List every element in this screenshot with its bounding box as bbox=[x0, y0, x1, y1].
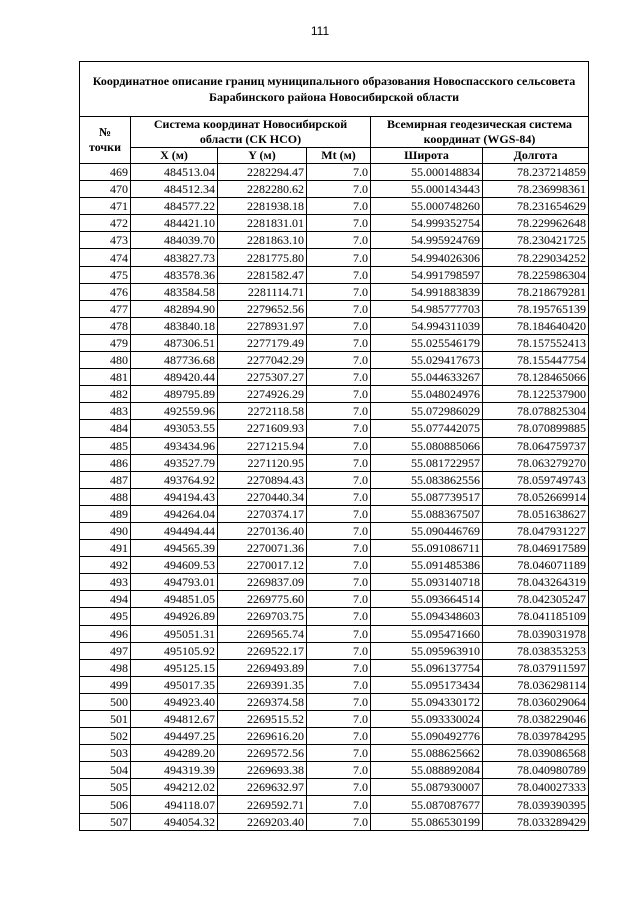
table-row bbox=[80, 762, 589, 779]
table-row bbox=[80, 369, 589, 386]
longitude-cell: 78.184640420 bbox=[483, 317, 589, 334]
longitude-cell: 78.037911597 bbox=[483, 659, 589, 676]
y-cell: 2278931.97 bbox=[218, 317, 307, 334]
point-number-cell: 503 bbox=[80, 745, 131, 762]
mt-cell: 7.0 bbox=[307, 454, 371, 471]
latitude-cell: 54.991883839 bbox=[371, 283, 483, 300]
x-cell: 493434.96 bbox=[131, 437, 218, 454]
y-cell: 2275307.27 bbox=[218, 369, 307, 386]
x-cell: 483827.73 bbox=[131, 249, 218, 266]
point-number-cell: 473 bbox=[80, 232, 131, 249]
point-number-cell: 469 bbox=[80, 164, 131, 181]
point-number-cell: 504 bbox=[80, 762, 131, 779]
mt-cell: 7.0 bbox=[307, 164, 371, 181]
x-cell: 492559.96 bbox=[131, 403, 218, 420]
longitude-cell: 78.063279270 bbox=[483, 454, 589, 471]
table-row bbox=[80, 693, 589, 710]
longitude-cell: 78.038229046 bbox=[483, 711, 589, 728]
mt-cell: 7.0 bbox=[307, 608, 371, 625]
latitude-cell: 55.091086711 bbox=[371, 540, 483, 557]
x-cell: 487306.51 bbox=[131, 334, 218, 351]
longitude-cell: 78.195765139 bbox=[483, 300, 589, 317]
mt-cell: 7.0 bbox=[307, 591, 371, 608]
x-cell: 494054.32 bbox=[131, 813, 218, 830]
table-row bbox=[80, 454, 589, 471]
mt-cell: 7.0 bbox=[307, 266, 371, 283]
table-row bbox=[80, 232, 589, 249]
table-row bbox=[80, 779, 589, 796]
longitude-cell: 78.043264319 bbox=[483, 574, 589, 591]
longitude-cell: 78.039086568 bbox=[483, 745, 589, 762]
y-cell: 2269572.56 bbox=[218, 745, 307, 762]
latitude-cell: 55.000148834 bbox=[371, 164, 483, 181]
table-row bbox=[80, 574, 589, 591]
table-row bbox=[80, 164, 589, 181]
mt-cell: 7.0 bbox=[307, 369, 371, 386]
y-cell: 2281831.01 bbox=[218, 215, 307, 232]
table-row bbox=[80, 625, 589, 642]
mt-cell: 7.0 bbox=[307, 471, 371, 488]
longitude-cell: 78.046071189 bbox=[483, 557, 589, 574]
point-number-cell: 506 bbox=[80, 796, 131, 813]
table-row bbox=[80, 591, 589, 608]
table-body bbox=[80, 164, 589, 831]
y-cell: 2281863.10 bbox=[218, 232, 307, 249]
y-cell: 2281114.71 bbox=[218, 283, 307, 300]
y-cell: 2269616.20 bbox=[218, 728, 307, 745]
mt-cell: 7.0 bbox=[307, 728, 371, 745]
table-row bbox=[80, 317, 589, 334]
longitude-cell: 78.038353253 bbox=[483, 642, 589, 659]
latitude-cell: 55.083862556 bbox=[371, 471, 483, 488]
table-row bbox=[80, 557, 589, 574]
latitude-cell: 55.090492776 bbox=[371, 728, 483, 745]
x-cell: 494194.43 bbox=[131, 488, 218, 505]
longitude-cell: 78.047931227 bbox=[483, 522, 589, 539]
table-row bbox=[80, 659, 589, 676]
x-cell: 484039.70 bbox=[131, 232, 218, 249]
longitude-cell: 78.042305247 bbox=[483, 591, 589, 608]
longitude-cell: 78.039784295 bbox=[483, 728, 589, 745]
x-cell: 494494.44 bbox=[131, 522, 218, 539]
mt-cell: 7.0 bbox=[307, 198, 371, 215]
longitude-cell: 78.229962648 bbox=[483, 215, 589, 232]
table-row bbox=[80, 420, 589, 437]
y-cell: 2269837.09 bbox=[218, 574, 307, 591]
point-number-cell: 489 bbox=[80, 505, 131, 522]
x-cell: 494289.20 bbox=[131, 745, 218, 762]
page-number: 111 bbox=[310, 24, 330, 38]
x-cell: 483840.18 bbox=[131, 317, 218, 334]
mt-cell: 7.0 bbox=[307, 420, 371, 437]
longitude-cell: 78.070899885 bbox=[483, 420, 589, 437]
x-cell: 489420.44 bbox=[131, 369, 218, 386]
y-cell: 2281775.80 bbox=[218, 249, 307, 266]
x-cell: 494264.04 bbox=[131, 505, 218, 522]
point-number-cell: 495 bbox=[80, 608, 131, 625]
x-cell: 484512.34 bbox=[131, 181, 218, 198]
table-row bbox=[80, 198, 589, 215]
latitude-cell: 55.087739517 bbox=[371, 488, 483, 505]
latitude-cell: 55.081722957 bbox=[371, 454, 483, 471]
longitude-cell: 78.059749743 bbox=[483, 471, 589, 488]
x-header: X (м) bbox=[131, 148, 218, 164]
y-cell: 2282294.47 bbox=[218, 164, 307, 181]
x-cell: 494319.39 bbox=[131, 762, 218, 779]
mt-cell: 7.0 bbox=[307, 625, 371, 642]
table-row bbox=[80, 745, 589, 762]
y-cell: 2277179.49 bbox=[218, 334, 307, 351]
point-number-cell: 499 bbox=[80, 676, 131, 693]
mt-cell: 7.0 bbox=[307, 796, 371, 813]
y-cell: 2270440.34 bbox=[218, 488, 307, 505]
longitude-cell: 78.039031978 bbox=[483, 625, 589, 642]
latitude-cell: 55.044633267 bbox=[371, 369, 483, 386]
x-cell: 493527.79 bbox=[131, 454, 218, 471]
table-row bbox=[80, 437, 589, 454]
y-cell: 2269632.97 bbox=[218, 779, 307, 796]
x-cell: 484577.22 bbox=[131, 198, 218, 215]
y-cell: 2269703.75 bbox=[218, 608, 307, 625]
x-cell: 494609.53 bbox=[131, 557, 218, 574]
longitude-cell: 78.040027333 bbox=[483, 779, 589, 796]
latitude-cell: 55.087930007 bbox=[371, 779, 483, 796]
longitude-cell: 78.229034252 bbox=[483, 249, 589, 266]
latitude-cell: 54.995924769 bbox=[371, 232, 483, 249]
latitude-cell: 54.985777703 bbox=[371, 300, 483, 317]
point-number-cell: 505 bbox=[80, 779, 131, 796]
point-number-cell: 482 bbox=[80, 386, 131, 403]
point-number-cell: 491 bbox=[80, 540, 131, 557]
latitude-cell: 55.080885066 bbox=[371, 437, 483, 454]
x-cell: 495051.31 bbox=[131, 625, 218, 642]
mt-cell: 7.0 bbox=[307, 215, 371, 232]
y-cell: 2269391.35 bbox=[218, 676, 307, 693]
longitude-cell: 78.039390395 bbox=[483, 796, 589, 813]
point-number-cell: 494 bbox=[80, 591, 131, 608]
x-cell: 495017.35 bbox=[131, 676, 218, 693]
point-number-cell: 479 bbox=[80, 334, 131, 351]
table-row bbox=[80, 215, 589, 232]
latitude-cell: 55.048024976 bbox=[371, 386, 483, 403]
y-cell: 2271215.94 bbox=[218, 437, 307, 454]
mt-cell: 7.0 bbox=[307, 403, 371, 420]
latitude-cell: 55.087087677 bbox=[371, 796, 483, 813]
longitude-cell: 78.064759737 bbox=[483, 437, 589, 454]
mt-cell: 7.0 bbox=[307, 437, 371, 454]
point-number-cell: 490 bbox=[80, 522, 131, 539]
x-cell: 484421.10 bbox=[131, 215, 218, 232]
longitude-cell: 78.236998361 bbox=[483, 181, 589, 198]
latitude-cell: 55.096137754 bbox=[371, 659, 483, 676]
latitude-cell: 55.093664514 bbox=[371, 591, 483, 608]
latitude-cell: 55.095173434 bbox=[371, 676, 483, 693]
point-number-cell: 501 bbox=[80, 711, 131, 728]
x-cell: 494212.02 bbox=[131, 779, 218, 796]
x-cell: 483584.58 bbox=[131, 283, 218, 300]
x-cell: 493764.92 bbox=[131, 471, 218, 488]
mt-cell: 7.0 bbox=[307, 574, 371, 591]
longitude-cell: 78.157552413 bbox=[483, 334, 589, 351]
y-cell: 2270136.40 bbox=[218, 522, 307, 539]
mt-cell: 7.0 bbox=[307, 642, 371, 659]
longitude-header: Долгота bbox=[483, 148, 589, 164]
table-title: Координатное описание границ муниципального образования Новоспасского сельсовета Барабинского района Новосибирской области bbox=[80, 62, 589, 117]
point-number-cell: 496 bbox=[80, 625, 131, 642]
y-cell: 2271120.95 bbox=[218, 454, 307, 471]
mt-cell: 7.0 bbox=[307, 676, 371, 693]
latitude-cell: 55.029417673 bbox=[371, 352, 483, 369]
longitude-cell: 78.040980789 bbox=[483, 762, 589, 779]
y-cell: 2269592.71 bbox=[218, 796, 307, 813]
y-cell: 2279652.56 bbox=[218, 300, 307, 317]
mt-cell: 7.0 bbox=[307, 540, 371, 557]
table-row bbox=[80, 283, 589, 300]
mt-cell: 7.0 bbox=[307, 232, 371, 249]
table-row bbox=[80, 334, 589, 351]
x-cell: 494565.39 bbox=[131, 540, 218, 557]
table-row bbox=[80, 300, 589, 317]
mt-cell: 7.0 bbox=[307, 711, 371, 728]
mt-cell: 7.0 bbox=[307, 522, 371, 539]
longitude-cell: 78.041185109 bbox=[483, 608, 589, 625]
table-row bbox=[80, 813, 589, 830]
point-number-cell: 488 bbox=[80, 488, 131, 505]
latitude-cell: 55.025546179 bbox=[371, 334, 483, 351]
y-cell: 2272118.58 bbox=[218, 403, 307, 420]
y-cell: 2269493.89 bbox=[218, 659, 307, 676]
longitude-cell: 78.231654629 bbox=[483, 198, 589, 215]
longitude-cell: 78.052669914 bbox=[483, 488, 589, 505]
point-number-cell: 493 bbox=[80, 574, 131, 591]
y-cell: 2281938.18 bbox=[218, 198, 307, 215]
mt-cell: 7.0 bbox=[307, 488, 371, 505]
mt-cell: 7.0 bbox=[307, 779, 371, 796]
point-number-cell: 486 bbox=[80, 454, 131, 471]
mt-cell: 7.0 bbox=[307, 300, 371, 317]
table-row bbox=[80, 796, 589, 813]
table-row bbox=[80, 266, 589, 283]
y-cell: 2269203.40 bbox=[218, 813, 307, 830]
point-number-cell: 474 bbox=[80, 249, 131, 266]
mt-cell: 7.0 bbox=[307, 505, 371, 522]
mt-cell: 7.0 bbox=[307, 659, 371, 676]
y-header: Y (м) bbox=[218, 148, 307, 164]
y-cell: 2281582.47 bbox=[218, 266, 307, 283]
latitude-cell: 55.088892084 bbox=[371, 762, 483, 779]
table-row bbox=[80, 540, 589, 557]
y-cell: 2270374.17 bbox=[218, 505, 307, 522]
longitude-cell: 78.046917589 bbox=[483, 540, 589, 557]
y-cell: 2271609.93 bbox=[218, 420, 307, 437]
point-number-cell: 480 bbox=[80, 352, 131, 369]
table-row bbox=[80, 386, 589, 403]
latitude-cell: 55.088367507 bbox=[371, 505, 483, 522]
point-number-cell: 471 bbox=[80, 198, 131, 215]
point-number-cell: 507 bbox=[80, 813, 131, 830]
y-cell: 2274926.29 bbox=[218, 386, 307, 403]
mt-cell: 7.0 bbox=[307, 762, 371, 779]
point-number-cell: 497 bbox=[80, 642, 131, 659]
longitude-cell: 78.128465066 bbox=[483, 369, 589, 386]
mt-cell: 7.0 bbox=[307, 317, 371, 334]
point-number-cell: 502 bbox=[80, 728, 131, 745]
mt-cell: 7.0 bbox=[307, 249, 371, 266]
y-cell: 2269693.38 bbox=[218, 762, 307, 779]
latitude-cell: 55.095963910 bbox=[371, 642, 483, 659]
table-row bbox=[80, 488, 589, 505]
system-wgs-header: Всемирная геодезическая система координат (WGS-84) bbox=[371, 117, 589, 148]
mt-cell: 7.0 bbox=[307, 386, 371, 403]
point-number-cell: 498 bbox=[80, 659, 131, 676]
mt-cell: 7.0 bbox=[307, 352, 371, 369]
x-cell: 489795.89 bbox=[131, 386, 218, 403]
latitude-cell: 54.999352754 bbox=[371, 215, 483, 232]
latitude-cell: 55.091485386 bbox=[371, 557, 483, 574]
point-number-cell: 478 bbox=[80, 317, 131, 334]
latitude-cell: 55.088625662 bbox=[371, 745, 483, 762]
longitude-cell: 78.036298114 bbox=[483, 676, 589, 693]
latitude-cell: 55.086530199 bbox=[371, 813, 483, 830]
x-cell: 493053.55 bbox=[131, 420, 218, 437]
point-number-cell: 472 bbox=[80, 215, 131, 232]
y-cell: 2277042.29 bbox=[218, 352, 307, 369]
latitude-cell: 54.994311039 bbox=[371, 317, 483, 334]
mt-header: Mt (м) bbox=[307, 148, 371, 164]
longitude-cell: 78.122537900 bbox=[483, 386, 589, 403]
x-cell: 482894.90 bbox=[131, 300, 218, 317]
table-row bbox=[80, 181, 589, 198]
longitude-cell: 78.078825304 bbox=[483, 403, 589, 420]
x-cell: 494926.89 bbox=[131, 608, 218, 625]
point-number-cell: 476 bbox=[80, 283, 131, 300]
x-cell: 494851.05 bbox=[131, 591, 218, 608]
latitude-cell: 54.991798597 bbox=[371, 266, 483, 283]
point-number-cell: 485 bbox=[80, 437, 131, 454]
x-cell: 494923.40 bbox=[131, 693, 218, 710]
x-cell: 494118.07 bbox=[131, 796, 218, 813]
table-row bbox=[80, 249, 589, 266]
latitude-cell: 55.000143443 bbox=[371, 181, 483, 198]
latitude-cell: 55.072986029 bbox=[371, 403, 483, 420]
x-cell: 487736.68 bbox=[131, 352, 218, 369]
system-nso-header: Система координат Новосибирской области (СК НСО) bbox=[131, 117, 371, 148]
latitude-cell: 55.090446769 bbox=[371, 522, 483, 539]
mt-cell: 7.0 bbox=[307, 283, 371, 300]
y-cell: 2269565.74 bbox=[218, 625, 307, 642]
longitude-cell: 78.225986304 bbox=[483, 266, 589, 283]
mt-cell: 7.0 bbox=[307, 334, 371, 351]
table-row bbox=[80, 522, 589, 539]
y-cell: 2269515.52 bbox=[218, 711, 307, 728]
latitude-header: Широта bbox=[371, 148, 483, 164]
table-row bbox=[80, 676, 589, 693]
mt-cell: 7.0 bbox=[307, 693, 371, 710]
y-cell: 2270017.12 bbox=[218, 557, 307, 574]
latitude-cell: 54.994026306 bbox=[371, 249, 483, 266]
x-cell: 495125.15 bbox=[131, 659, 218, 676]
coordinates-table bbox=[79, 61, 589, 831]
x-cell: 494793.01 bbox=[131, 574, 218, 591]
table-row bbox=[80, 505, 589, 522]
latitude-cell: 55.094348603 bbox=[371, 608, 483, 625]
table-row bbox=[80, 352, 589, 369]
longitude-cell: 78.155447754 bbox=[483, 352, 589, 369]
point-number-cell: 477 bbox=[80, 300, 131, 317]
table-row bbox=[80, 728, 589, 745]
mt-cell: 7.0 bbox=[307, 557, 371, 574]
mt-cell: 7.0 bbox=[307, 181, 371, 198]
longitude-cell: 78.237214859 bbox=[483, 164, 589, 181]
y-cell: 2282280.62 bbox=[218, 181, 307, 198]
point-number-cell: 492 bbox=[80, 557, 131, 574]
table-row bbox=[80, 403, 589, 420]
mt-cell: 7.0 bbox=[307, 813, 371, 830]
table-row bbox=[80, 608, 589, 625]
x-cell: 484513.04 bbox=[131, 164, 218, 181]
table-row bbox=[80, 642, 589, 659]
y-cell: 2270071.36 bbox=[218, 540, 307, 557]
y-cell: 2270894.43 bbox=[218, 471, 307, 488]
latitude-cell: 55.093140718 bbox=[371, 574, 483, 591]
longitude-cell: 78.033289429 bbox=[483, 813, 589, 830]
x-cell: 494497.25 bbox=[131, 728, 218, 745]
table-row bbox=[80, 711, 589, 728]
x-cell: 494812.67 bbox=[131, 711, 218, 728]
longitude-cell: 78.218679281 bbox=[483, 283, 589, 300]
point-number-cell: 483 bbox=[80, 403, 131, 420]
latitude-cell: 55.077442075 bbox=[371, 420, 483, 437]
y-cell: 2269522.17 bbox=[218, 642, 307, 659]
point-number-cell: 487 bbox=[80, 471, 131, 488]
point-number-cell: 475 bbox=[80, 266, 131, 283]
longitude-cell: 78.036029064 bbox=[483, 693, 589, 710]
latitude-cell: 55.093330024 bbox=[371, 711, 483, 728]
point-number-cell: 470 bbox=[80, 181, 131, 198]
longitude-cell: 78.051638627 bbox=[483, 505, 589, 522]
table-row bbox=[80, 471, 589, 488]
x-cell: 483578.36 bbox=[131, 266, 218, 283]
longitude-cell: 78.230421725 bbox=[483, 232, 589, 249]
x-cell: 495105.92 bbox=[131, 642, 218, 659]
y-cell: 2269775.60 bbox=[218, 591, 307, 608]
latitude-cell: 55.094330172 bbox=[371, 693, 483, 710]
y-cell: 2269374.58 bbox=[218, 693, 307, 710]
latitude-cell: 55.095471660 bbox=[371, 625, 483, 642]
point-number-cell: 481 bbox=[80, 369, 131, 386]
mt-cell: 7.0 bbox=[307, 745, 371, 762]
point-number-cell: 500 bbox=[80, 693, 131, 710]
point-number-header: № точки bbox=[80, 117, 131, 164]
point-number-cell: 484 bbox=[80, 420, 131, 437]
latitude-cell: 55.000748260 bbox=[371, 198, 483, 215]
